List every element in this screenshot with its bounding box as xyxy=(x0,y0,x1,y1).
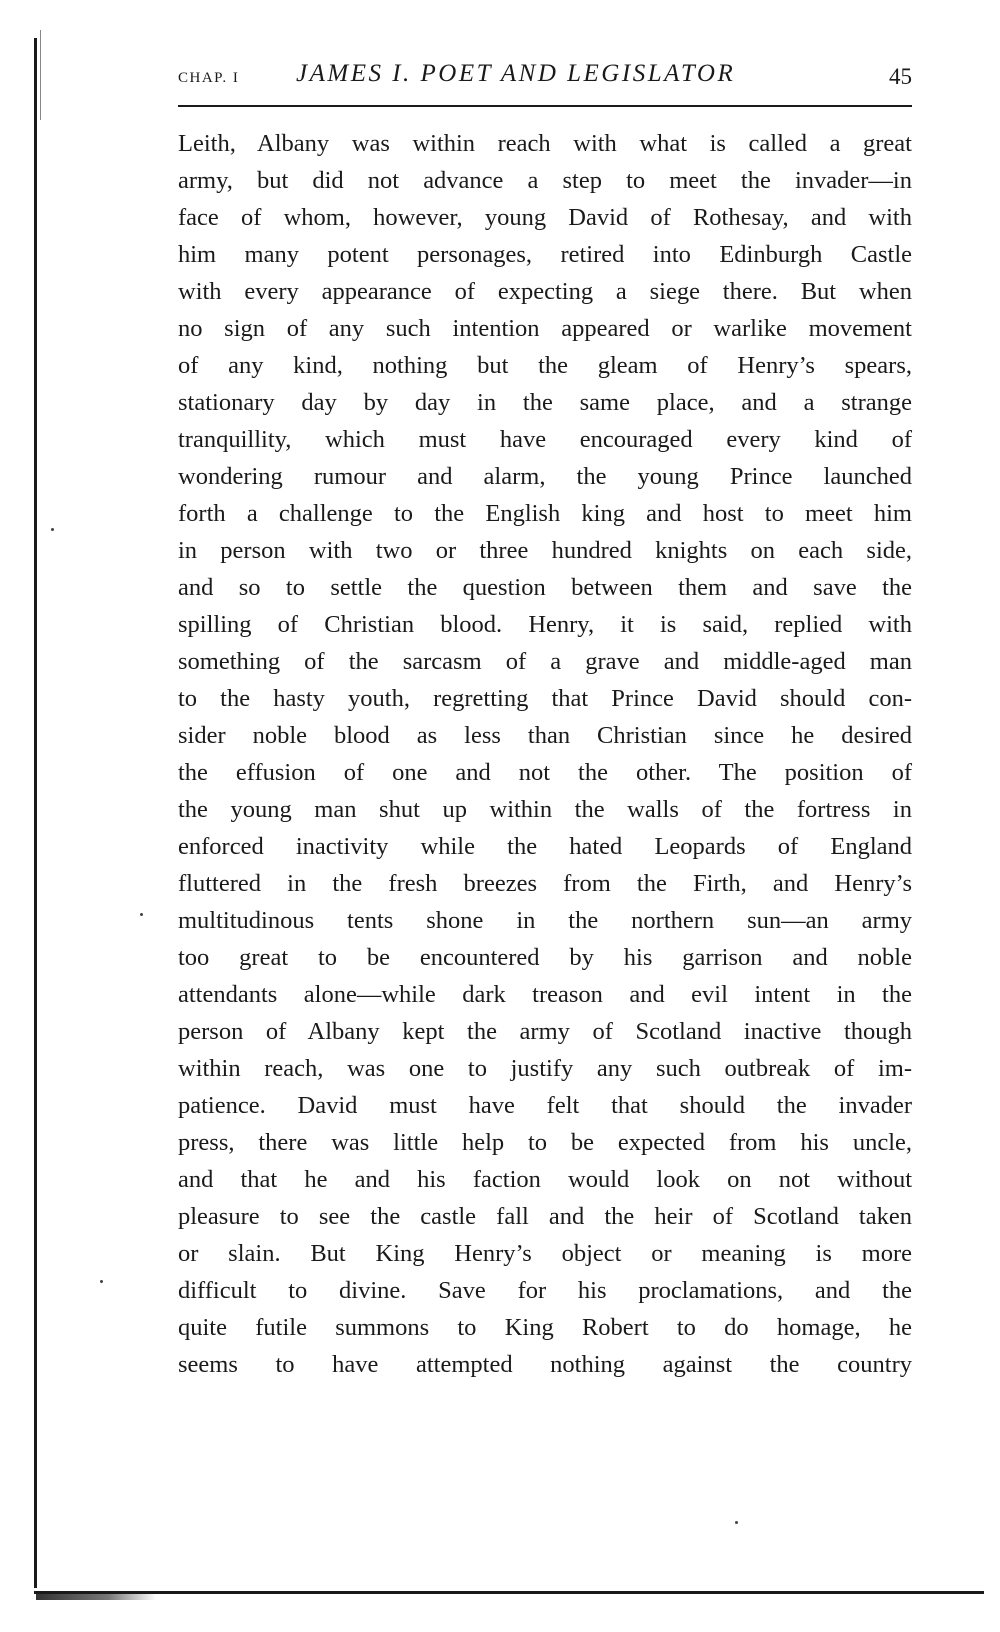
running-head xyxy=(178,58,912,98)
text-line: multitudinous tents shone in the northern sun—an army xyxy=(178,907,912,934)
page-number: 45 xyxy=(889,64,912,89)
text-line: army, but did not advance a step to meet the invader—in xyxy=(178,167,912,194)
text-line: Leith, Albany was within reach with what is called a great xyxy=(178,130,912,157)
text-line: enforced inactivity while the hated Leopards of England xyxy=(178,833,912,860)
text-line: difficult to divine. Save for his proclamations, and the xyxy=(178,1277,912,1304)
text-line: to the hasty youth, regretting that Prince David should con- xyxy=(178,685,912,712)
chapter-label: CHAP. I xyxy=(178,70,240,86)
text-line: face of whom, however, young David of Rothesay, and with xyxy=(178,204,912,231)
text-line: the young man shut up within the walls of the fortress in xyxy=(178,796,912,823)
text-line: or slain. But King Henry’s object or meaning is more xyxy=(178,1240,912,1267)
text-line: sider noble blood as less than Christian since he desired xyxy=(178,722,912,749)
text-line: press, there was little help to be expected from his uncle, xyxy=(178,1129,912,1156)
bottom-page-edge xyxy=(34,1591,984,1594)
binding-edge xyxy=(34,38,37,1588)
text-line: of any kind, nothing but the gleam of Henry’s spears, xyxy=(178,352,912,379)
body-text xyxy=(178,125,912,1383)
text-line: quite futile summons to King Robert to do homage, he xyxy=(178,1314,912,1341)
scan-speck xyxy=(100,1280,103,1283)
text-line: patience. David must have felt that should the invader xyxy=(178,1092,912,1119)
text-line: seems to have attempted nothing against the country xyxy=(178,1351,912,1378)
text-line: him many potent personages, retired into Edinburgh Castle xyxy=(178,241,912,268)
text-line: pleasure to see the castle fall and the heir of Scotland taken xyxy=(178,1203,912,1230)
text-line: fluttered in the fresh breezes from the Firth, and Henry’s xyxy=(178,870,912,897)
binding-edge-shadow xyxy=(40,30,41,120)
scan-speck xyxy=(51,528,54,531)
text-line: tranquillity, which must have encouraged every kind of xyxy=(178,426,912,453)
text-line: stationary day by day in the same place, and a strange xyxy=(178,389,912,416)
text-line: within reach, was one to justify any such outbreak of im- xyxy=(178,1055,912,1082)
text-line: something of the sarcasm of a grave and middle-aged man xyxy=(178,648,912,675)
header-rule xyxy=(178,105,912,107)
text-line: and that he and his faction would look on not without xyxy=(178,1166,912,1193)
text-line: attendants alone—while dark treason and evil intent in the xyxy=(178,981,912,1008)
text-line: spilling of Christian blood. Henry, it is said, replied with xyxy=(178,611,912,638)
running-title: JAMES I. POET AND LEGISLATOR xyxy=(296,60,736,87)
text-line: in person with two or three hundred knights on each side, xyxy=(178,537,912,564)
text-line: the effusion of one and not the other. The position of xyxy=(178,759,912,786)
text-line: person of Albany kept the army of Scotland inactive though xyxy=(178,1018,912,1045)
text-line: wondering rumour and alarm, the young Prince launched xyxy=(178,463,912,490)
bottom-edge-smudge xyxy=(36,1594,156,1600)
text-line: no sign of any such intention appeared or warlike movement xyxy=(178,315,912,342)
text-line: and so to settle the question between them and save the xyxy=(178,574,912,601)
text-line: forth a challenge to the English king and host to meet him xyxy=(178,500,912,527)
text-line: too great to be encountered by his garrison and noble xyxy=(178,944,912,971)
scan-speck xyxy=(140,913,143,916)
scan-speck xyxy=(735,1521,738,1524)
text-line: with every appearance of expecting a siege there. But when xyxy=(178,278,912,305)
